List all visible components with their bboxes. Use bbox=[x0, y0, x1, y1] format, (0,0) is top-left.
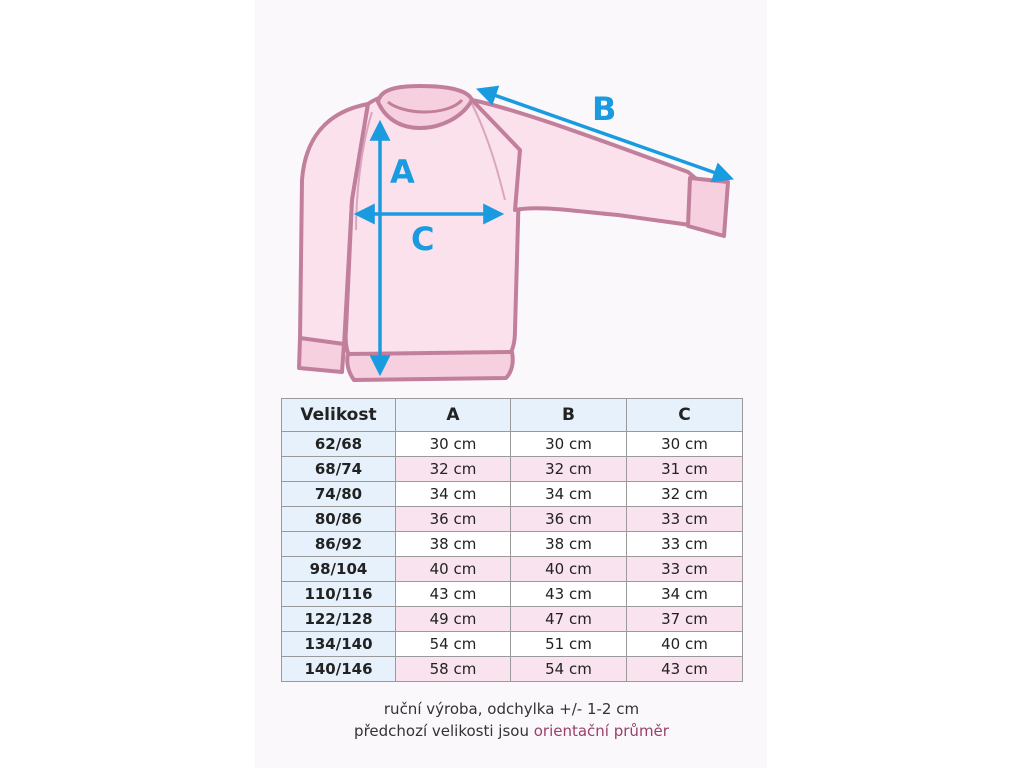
table-row bbox=[282, 482, 743, 507]
value-c-cell: 33 cm bbox=[627, 507, 743, 532]
table-header-row bbox=[282, 399, 743, 432]
value-a-cell: 30 cm bbox=[396, 432, 511, 457]
label-b: B bbox=[592, 90, 617, 128]
value-a-cell: 40 cm bbox=[396, 557, 511, 582]
value-b-cell: 32 cm bbox=[511, 457, 627, 482]
table-row bbox=[282, 557, 743, 582]
size-cell: 68/74 bbox=[282, 457, 396, 482]
size-cell: 134/140 bbox=[282, 632, 396, 657]
value-c-cell: 37 cm bbox=[627, 607, 743, 632]
value-b-cell: 40 cm bbox=[511, 557, 627, 582]
label-a: A bbox=[390, 153, 415, 191]
size-cell: 74/80 bbox=[282, 482, 396, 507]
value-a-cell: 36 cm bbox=[396, 507, 511, 532]
value-c-cell: 32 cm bbox=[627, 482, 743, 507]
value-a-cell: 32 cm bbox=[396, 457, 511, 482]
value-b-cell: 36 cm bbox=[511, 507, 627, 532]
table-row bbox=[282, 582, 743, 607]
size-table bbox=[281, 398, 743, 682]
value-c-cell: 30 cm bbox=[627, 432, 743, 457]
column-header-size: Velikost bbox=[282, 399, 396, 432]
value-b-cell: 34 cm bbox=[511, 482, 627, 507]
value-a-cell: 49 cm bbox=[396, 607, 511, 632]
value-b-cell: 38 cm bbox=[511, 532, 627, 557]
value-a-cell: 43 cm bbox=[396, 582, 511, 607]
value-a-cell: 58 cm bbox=[396, 657, 511, 682]
column-header-c: C bbox=[627, 399, 743, 432]
sizing-note-text: předchozí velikosti jsou bbox=[354, 722, 534, 740]
size-cell: 122/128 bbox=[282, 607, 396, 632]
sizing-note-highlight: orientační průměr bbox=[533, 722, 669, 740]
table-row bbox=[282, 632, 743, 657]
value-c-cell: 33 cm bbox=[627, 532, 743, 557]
table-row bbox=[282, 457, 743, 482]
size-cell: 98/104 bbox=[282, 557, 396, 582]
size-cell: 86/92 bbox=[282, 532, 396, 557]
value-c-cell: 34 cm bbox=[627, 582, 743, 607]
sizing-note bbox=[281, 722, 742, 740]
column-header-a: A bbox=[396, 399, 511, 432]
value-b-cell: 51 cm bbox=[511, 632, 627, 657]
value-c-cell: 31 cm bbox=[627, 457, 743, 482]
value-b-cell: 30 cm bbox=[511, 432, 627, 457]
table-row bbox=[282, 532, 743, 557]
value-a-cell: 38 cm bbox=[396, 532, 511, 557]
size-cell: 80/86 bbox=[282, 507, 396, 532]
table-row bbox=[282, 432, 743, 457]
sweater-icon bbox=[299, 86, 728, 380]
value-c-cell: 33 cm bbox=[627, 557, 743, 582]
size-cell: 110/116 bbox=[282, 582, 396, 607]
value-c-cell: 43 cm bbox=[627, 657, 743, 682]
size-cell: 140/146 bbox=[282, 657, 396, 682]
value-b-cell: 47 cm bbox=[511, 607, 627, 632]
size-cell: 62/68 bbox=[282, 432, 396, 457]
table-row bbox=[282, 657, 743, 682]
table-row bbox=[282, 507, 743, 532]
value-a-cell: 34 cm bbox=[396, 482, 511, 507]
table-row bbox=[282, 607, 743, 632]
column-header-b: B bbox=[511, 399, 627, 432]
value-b-cell: 54 cm bbox=[511, 657, 627, 682]
value-c-cell: 40 cm bbox=[627, 632, 743, 657]
value-b-cell: 43 cm bbox=[511, 582, 627, 607]
label-c: C bbox=[411, 220, 435, 258]
value-a-cell: 54 cm bbox=[396, 632, 511, 657]
tolerance-note: ruční výroba, odchylka +/- 1-2 cm bbox=[383, 700, 640, 718]
